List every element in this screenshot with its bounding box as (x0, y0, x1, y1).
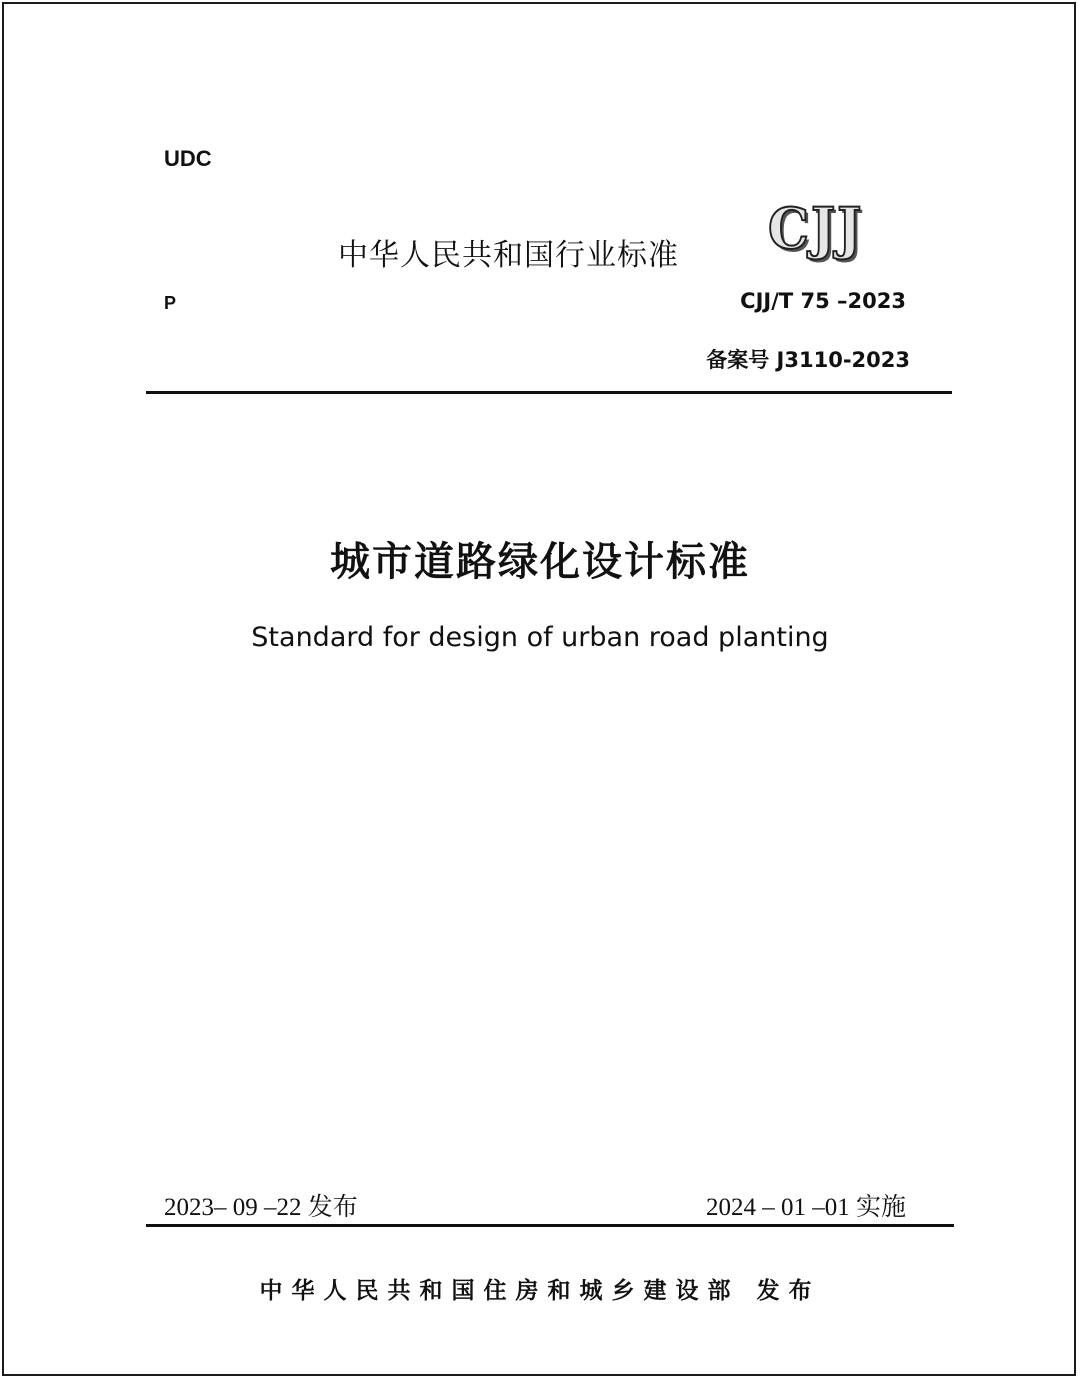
standard-cover-page (2, 2, 1076, 1376)
document-title-english: Standard for design of urban road planting (251, 622, 829, 653)
cjj-logo: CJJ (768, 196, 864, 262)
filing-number: 备案号 J3110-2023 (706, 348, 910, 372)
document-title-chinese: 城市道路绿化设计标准 (330, 539, 750, 585)
publisher-line: 中华人民共和国住房和城乡建设部 发布 (259, 1278, 821, 1304)
udc-label: UDC (164, 146, 212, 171)
industry-standard-heading: 中华人民共和国行业标准 (338, 238, 679, 273)
bottom-divider (146, 1224, 954, 1227)
effective-date: 2024 – 01 –01 实施 (705, 1194, 906, 1221)
classification-code: P (164, 293, 177, 313)
standard-code: CJJ/T 75 –2023 (740, 289, 906, 313)
issue-date: 2023– 09 –22 发布 (164, 1194, 358, 1221)
top-divider (146, 391, 952, 394)
